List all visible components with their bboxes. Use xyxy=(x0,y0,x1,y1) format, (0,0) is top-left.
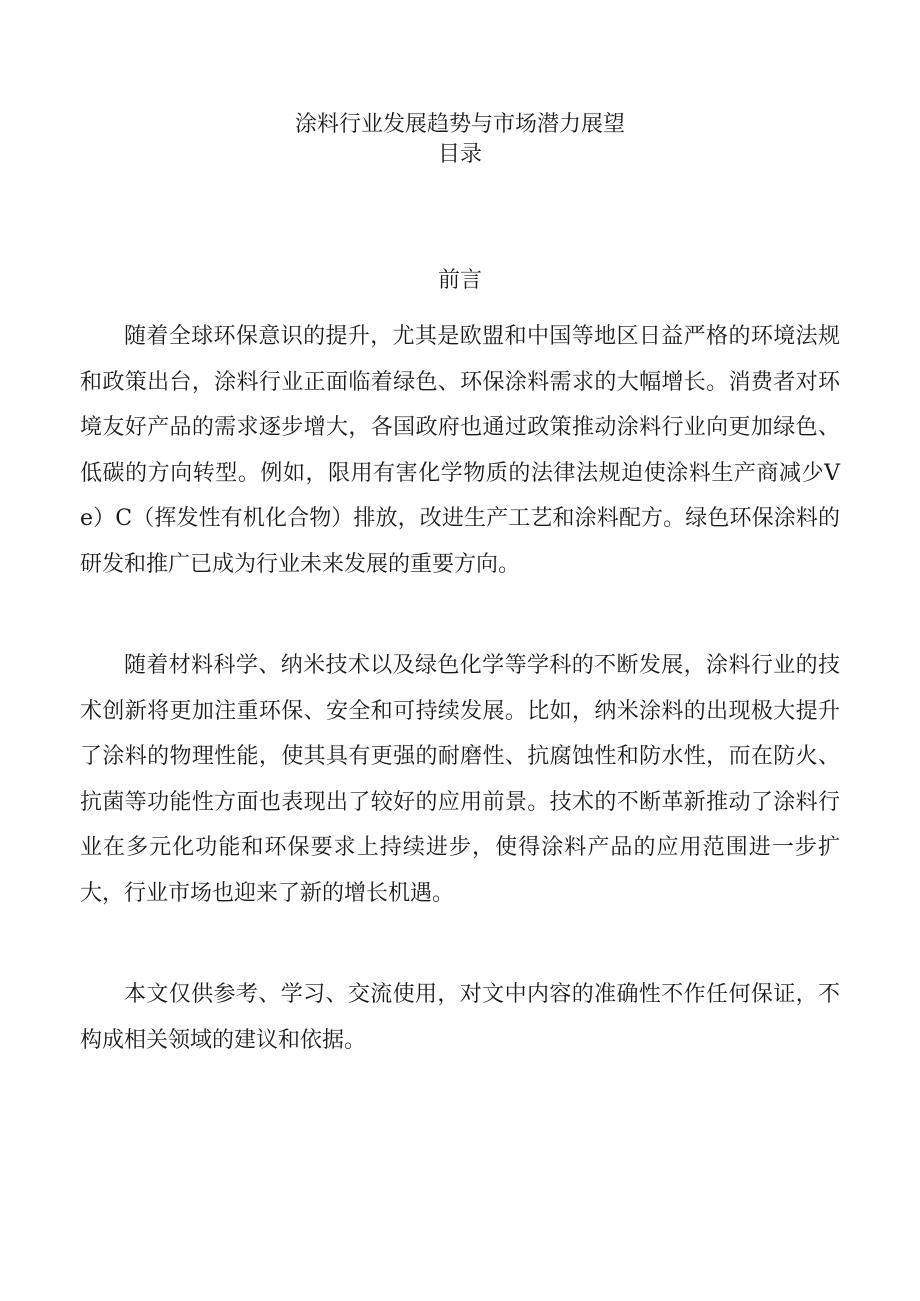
preface-paragraph-1: 随着全球环保意识的提升，尤其是欧盟和中国等地区日益严格的环境法规和政策出台，涂料行业正面临着绿色、环保涂料需求的大幅增长。消费者对环境友好产品的需求逐步增大，各国政府也通过政策推动涂料行业向更加绿色、低碳的方向转型。例如，限用有害化学物质的法律法规迫使涂料生产商减少Ve）C（挥发性有机化合物）排放，改进生产工艺和涂料配方。绿色环保涂料的研发和推广已成为行业未来发展的重要方向。 xyxy=(80,324,840,577)
preface-paragraph-3: 本文仅供参考、学习、交流使用，对文中内容的准确性不作任何保证，不构成相关领域的建议和依据。 xyxy=(80,982,840,1053)
table-of-contents-label: 目录 xyxy=(437,142,482,167)
preface-paragraph-2: 随着材料科学、纳米技术以及绿色化学等学科的不断发展，涂料行业的技术创新将更加注重环保、安全和可持续发展。比如，纳米涂料的出现极大提升了涂料的物理性能，使其具有更强的耐磨性、抗腐蚀性和防水性，而在防火、抗菌等功能性方面也表现出了较好的应用前景。技术的不断革新推动了涂料行业在多元化功能和环保要求上持续进步，使得涂料产品的应用范围进一步扩大，行业市场也迎来了新的增长机遇。 xyxy=(80,653,840,906)
section-heading-preface: 前言 xyxy=(437,268,482,293)
document-title: 涂料行业发展趋势与市场潜力展望 xyxy=(294,112,625,137)
